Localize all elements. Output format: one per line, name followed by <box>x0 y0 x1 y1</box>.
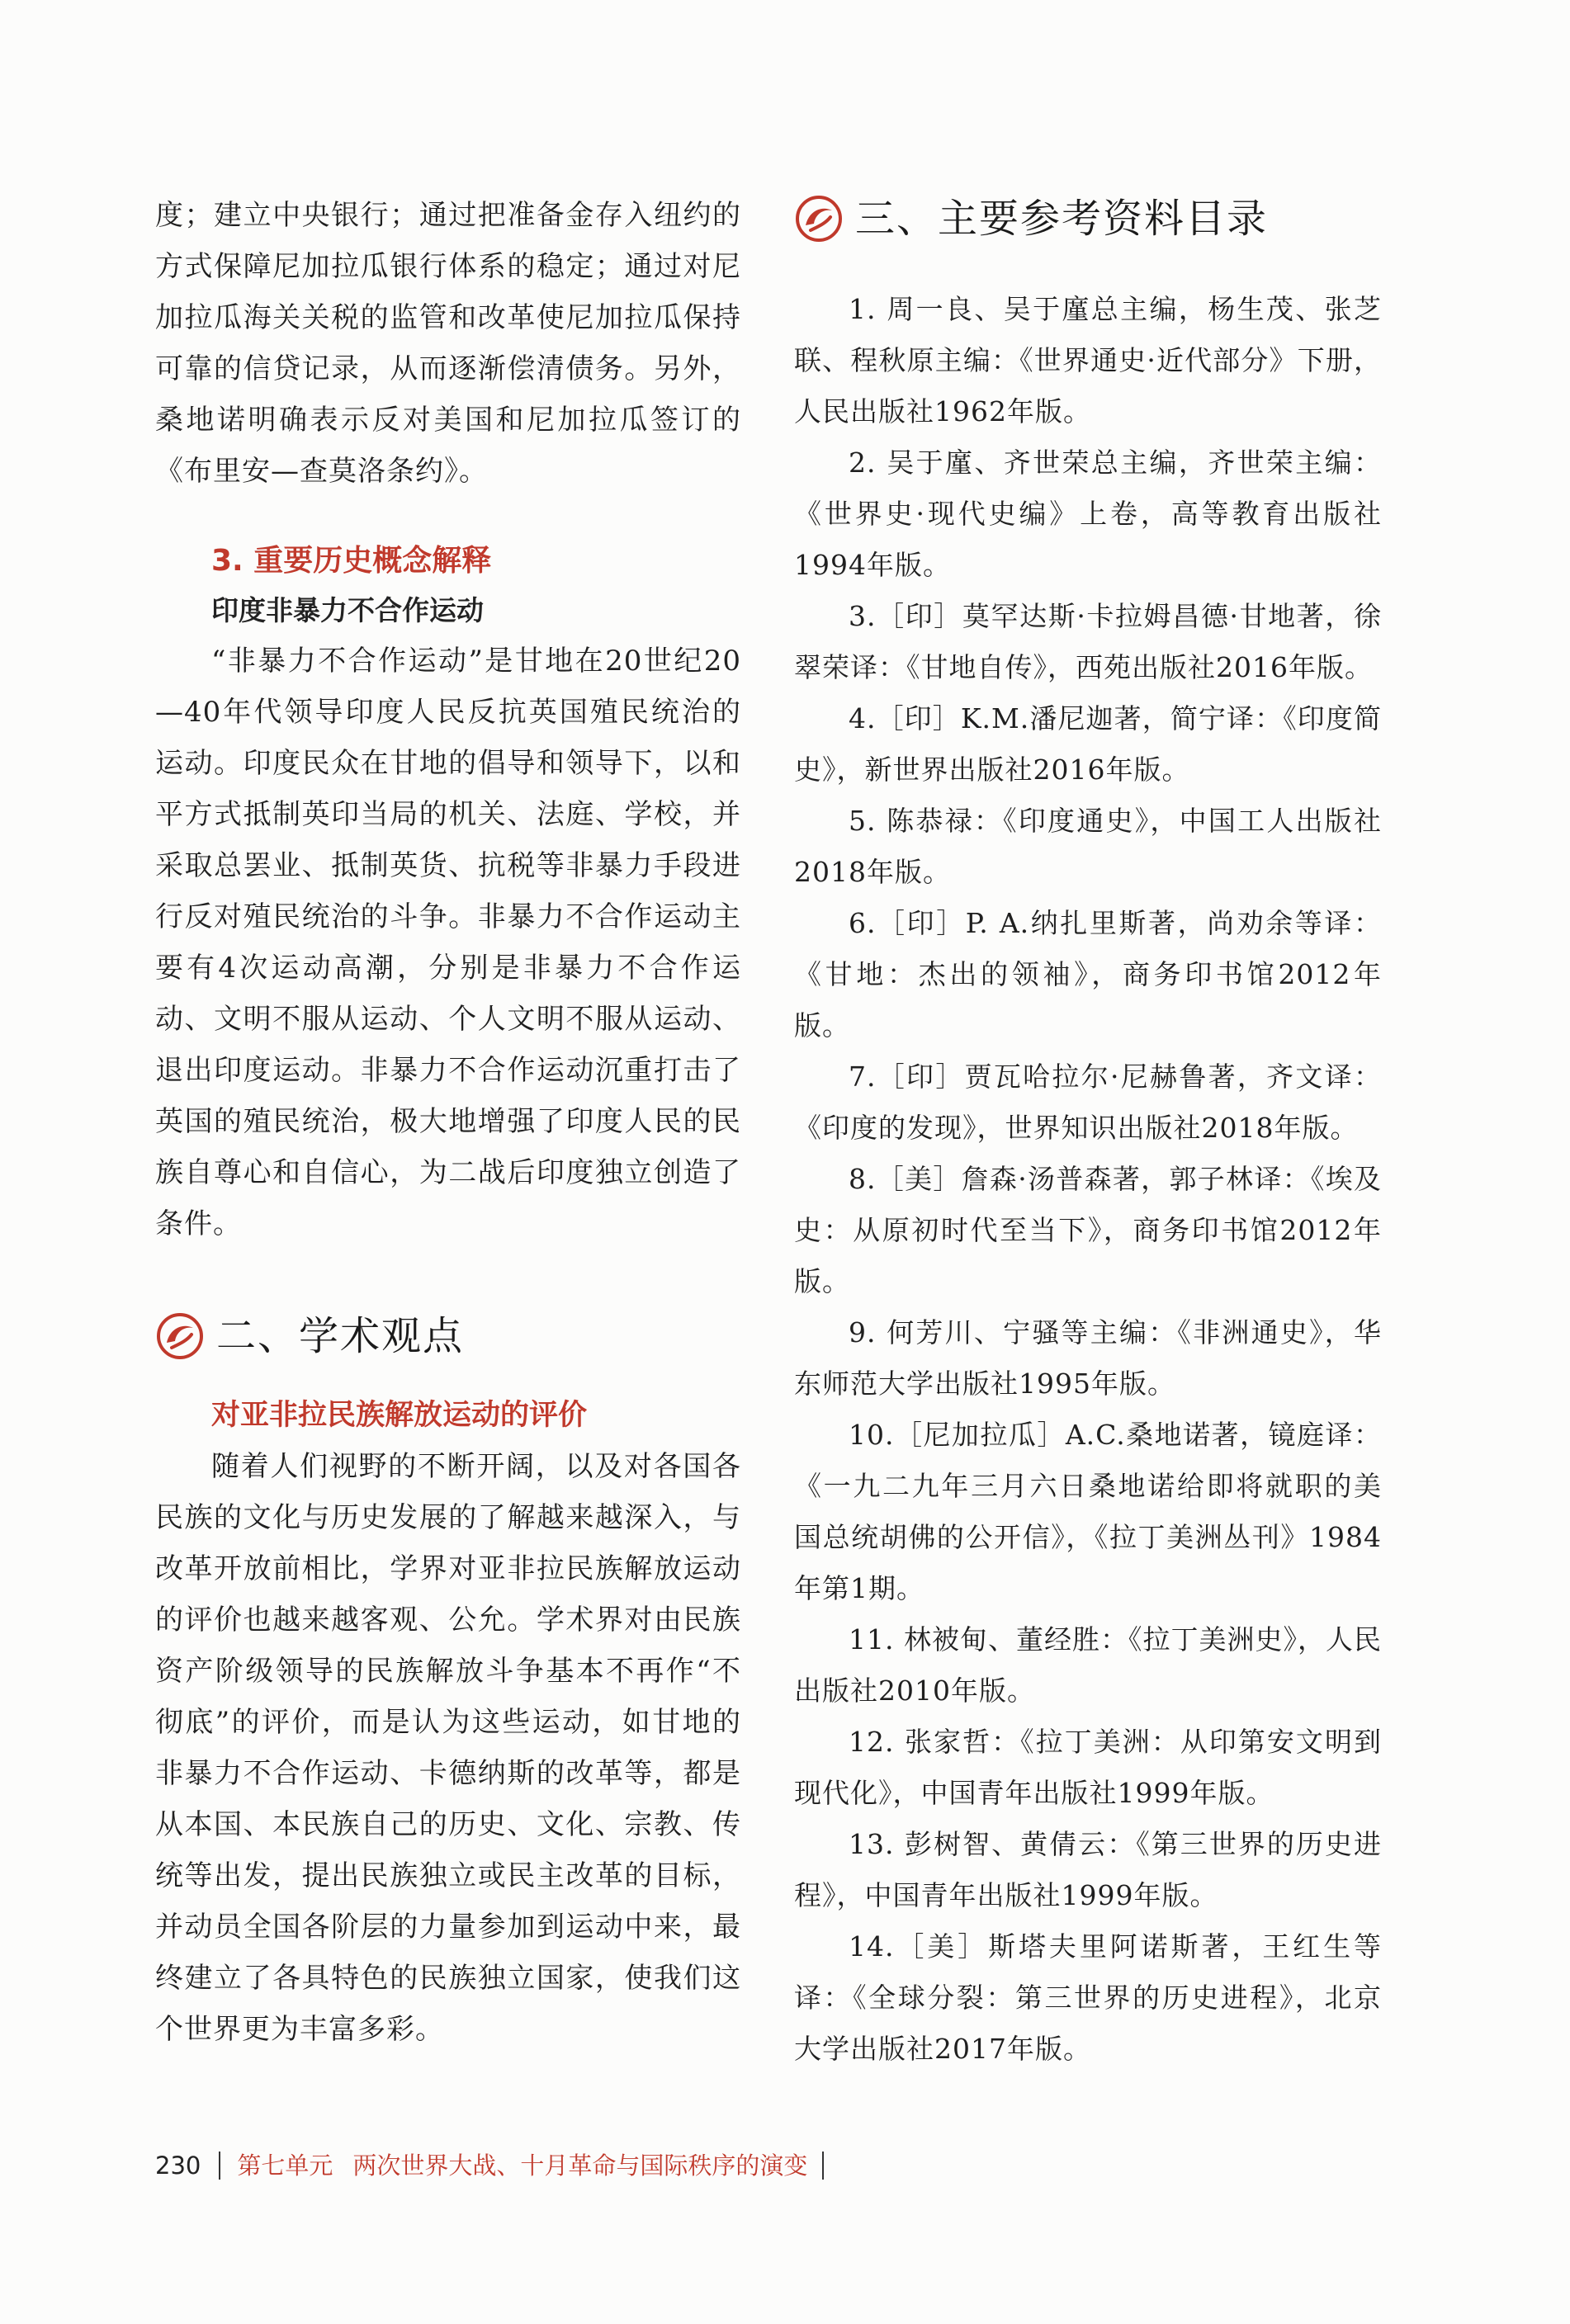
section-two-heading <box>155 1307 741 1365</box>
reference-item: 12. 张家哲：《拉丁美洲：从印第安文明到现代化》，中国青年出版社1999年版。 <box>794 1726 1382 1809</box>
concept-term: 印度非暴力不合作运动 <box>211 594 484 626</box>
intro-paragraph: 度；建立中央银行；通过把准备金存入纽约的方式保障尼加拉瓜银行体系的稳定；通过对尼加拉瓜海关关税的监管和改革使尼加拉瓜保持可靠的信贷记录，从而逐渐偿清债务。另外，桑地诺明确表示反对美国和尼加拉瓜签订的《布里安—查莫洛条约》。 <box>155 199 741 488</box>
reference-item: 2. 吴于廑、齐世荣总主编，齐世荣主编：《世界史·现代史编》上卷，高等教育出版社1994年版。 <box>794 446 1382 581</box>
right-column <box>794 190 1382 2075</box>
viewpoint-heading: 对亚非拉民族解放运动的评价 <box>211 1399 588 1432</box>
reference-item: 14.［美］斯塔夫里阿诺斯著，王红生等译：《全球分裂：第三世界的历史进程》，北京大学出版社2017年版。 <box>794 1930 1382 2065</box>
reference-item: 4.［印］K.M.潘尼迦著，简宁译：《印度简史》，新世界出版社2016年版。 <box>794 702 1382 786</box>
page-number: 230 <box>155 2152 201 2180</box>
reference-item: 1. 周一良、吴于廑总主编，杨生茂、张芝联、程秋原主编：《世界通史·近代部分》下册，人民出版社1962年版。 <box>794 293 1382 427</box>
section-two-title: 二、学术观点 <box>216 1313 465 1359</box>
page-footer <box>155 2149 824 2182</box>
reference-item: 3.［印］莫罕达斯·卡拉姆昌德·甘地著，徐翠荣译：《甘地自传》，西苑出版社2016年版。 <box>794 600 1382 683</box>
viewpoint-paragraph: 随着人们视野的不断开阔，以及对各国各民族的文化与历史发展的了解越来越深入，与改革开放前相比，学界对亚非拉民族解放运动的评价也越来越客观、公允。学术界对由民族资产阶级领导的民族解放斗争基本不再作“不彻底”的评价，而是认为这些运动，如甘地的非暴力不合作运动、卡德纳斯的改革等，都是从本国、本民族自己的历史、文化、宗教、传统等出发，提出民族独立或民主改革的目标，并动员全国各阶层的力量参加到运动中来，最终建立了各具特色的民族独立国家，使我们这个世界更为丰富多彩。 <box>155 1450 741 2046</box>
reference-item: 9. 何芳川、宁骚等主编：《非洲通史》，华东师范大学出版社1995年版。 <box>794 1316 1382 1400</box>
reference-item: 6.［印］P. A.纳扎里斯著，尚劝余等译：《甘地：杰出的领袖》，商务印书馆2012年版。 <box>794 907 1382 1042</box>
reference-list <box>794 284 1382 2075</box>
reference-item: 5. 陈恭禄：《印度通史》，中国工人出版社2018年版。 <box>794 805 1382 888</box>
section-three-title: 三、主要参考资料目录 <box>855 196 1269 242</box>
swirl-logo-icon <box>155 1311 205 1361</box>
reference-item: 7.［印］贾瓦哈拉尔·尼赫鲁著，齐文译：《印度的发现》，世界知识出版社2018年版。 <box>794 1060 1382 1144</box>
reference-item: 10.［尼加拉瓜］A.C.桑地诺著，镜庭译：《一九二九年三月六日桑地诺给即将就职的美国总统胡佛的公开信》，《拉丁美洲丛刊》1984年第1期。 <box>794 1419 1382 1604</box>
concept-heading: 3. 重要历史概念解释 <box>211 544 492 578</box>
reference-item: 13. 彭树智、黄倩云：《第三世界的历史进程》，中国青年出版社1999年版。 <box>794 1828 1382 1911</box>
footer-divider <box>219 2152 220 2180</box>
concept-paragraph: “非暴力不合作运动”是甘地在20世纪20—40年代领导印度人民反抗英国殖民统治的运动。印度民众在甘地的倡导和领导下，以和平方式抵制英印当局的机关、法庭、学校，并采取总罢业、抵制英货、抗税等非暴力手段进行反对殖民统治的斗争。非暴力不合作运动主要有4次运动高潮，分别是非暴力不合作运动、文明不服从运动、个人文明不服从运动、退出印度运动。非暴力不合作运动沉重打击了英国的殖民统治，极大地增强了印度人民的民族自尊心和自信心，为二战后印度独立创造了条件。 <box>155 645 741 1240</box>
footer-chapter: 两次世界大战、十月革命与国际秩序的演变 <box>352 2152 808 2180</box>
swirl-logo-icon <box>794 194 844 243</box>
footer-divider <box>822 2152 824 2180</box>
reference-item: 11. 林被甸、董经胜：《拉丁美洲史》，人民出版社2010年版。 <box>794 1623 1382 1707</box>
left-column <box>155 190 741 2055</box>
reference-item: 8.［美］詹森·汤普森著，郭子林译：《埃及史：从原初时代至当下》，商务印书馆2012年版。 <box>794 1163 1382 1297</box>
footer-unit: 第七单元 <box>237 2152 333 2180</box>
section-three-heading <box>794 190 1382 248</box>
